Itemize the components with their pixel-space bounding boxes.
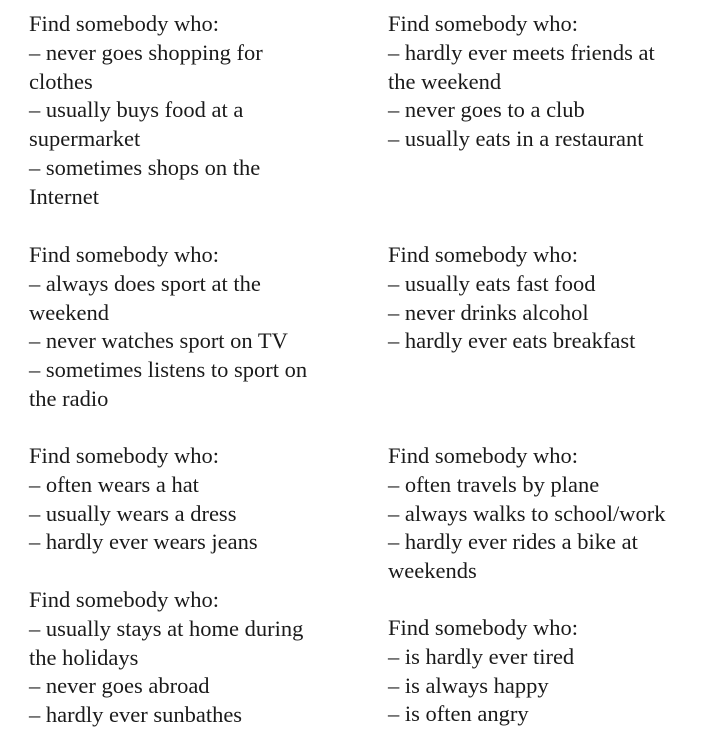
prompt-line: – never goes shopping for [29, 39, 263, 65]
card-heading: Find somebody who: [388, 242, 579, 267]
prompt-line: – sometimes shops on the [29, 154, 261, 180]
prompt-line: – is hardly ever tired [388, 643, 575, 669]
card-holidays [29, 586, 369, 730]
prompt-line: – sometimes listens to sport on [29, 357, 308, 383]
card-heading: Find somebody who: [29, 11, 220, 36]
card-sport [29, 241, 369, 414]
prompt-line: supermarket [29, 126, 141, 152]
prompt-line: – usually eats in a restaurant [388, 126, 644, 152]
prompt-line: – hardly ever sunbathes [29, 702, 243, 728]
prompt-line: the holidays [29, 644, 139, 670]
prompt-line: – usually buys food at a [29, 97, 244, 123]
prompt-line: – usually wears a dress [29, 500, 237, 526]
prompt-line: – always does sport at the [29, 270, 261, 296]
card-heading: Find somebody who: [388, 11, 579, 36]
card-moods [388, 614, 728, 729]
prompt-line: weekend [29, 299, 109, 325]
card-transport [388, 442, 728, 586]
card-going-out [388, 10, 728, 154]
prompt-line: – is always happy [388, 672, 549, 698]
prompt-line: – never goes abroad [29, 673, 210, 699]
prompt-line: – never drinks alcohol [388, 299, 589, 325]
prompt-line: – often travels by plane [388, 471, 600, 497]
prompt-line: – always walks to school/work [388, 500, 666, 526]
prompt-line: – usually stays at home during [29, 615, 304, 641]
prompt-line: – never watches sport on TV [29, 328, 288, 354]
prompt-line: – never goes to a club [388, 97, 585, 123]
prompt-line: – is often angry [388, 701, 529, 727]
prompt-line: weekends [388, 558, 477, 584]
card-food [388, 241, 728, 356]
prompt-line: – often wears a hat [29, 471, 199, 497]
prompt-line: the radio [29, 385, 109, 411]
prompt-line: clothes [29, 68, 93, 94]
card-heading: Find somebody who: [29, 242, 220, 267]
prompt-line: – hardly ever meets friends at [388, 39, 655, 65]
card-heading: Find somebody who: [388, 615, 579, 640]
card-shopping [29, 10, 369, 212]
card-heading: Find somebody who: [29, 587, 220, 612]
card-clothes [29, 442, 369, 557]
prompt-line: the weekend [388, 68, 502, 94]
prompt-line: – hardly ever rides a bike at [388, 529, 638, 555]
prompt-line: – hardly ever wears jeans [29, 529, 258, 555]
prompt-line: Internet [29, 183, 99, 209]
card-heading: Find somebody who: [388, 443, 579, 468]
card-heading: Find somebody who: [29, 443, 220, 468]
prompt-line: – hardly ever eats breakfast [388, 328, 636, 354]
prompt-line: – usually eats fast food [388, 270, 596, 296]
